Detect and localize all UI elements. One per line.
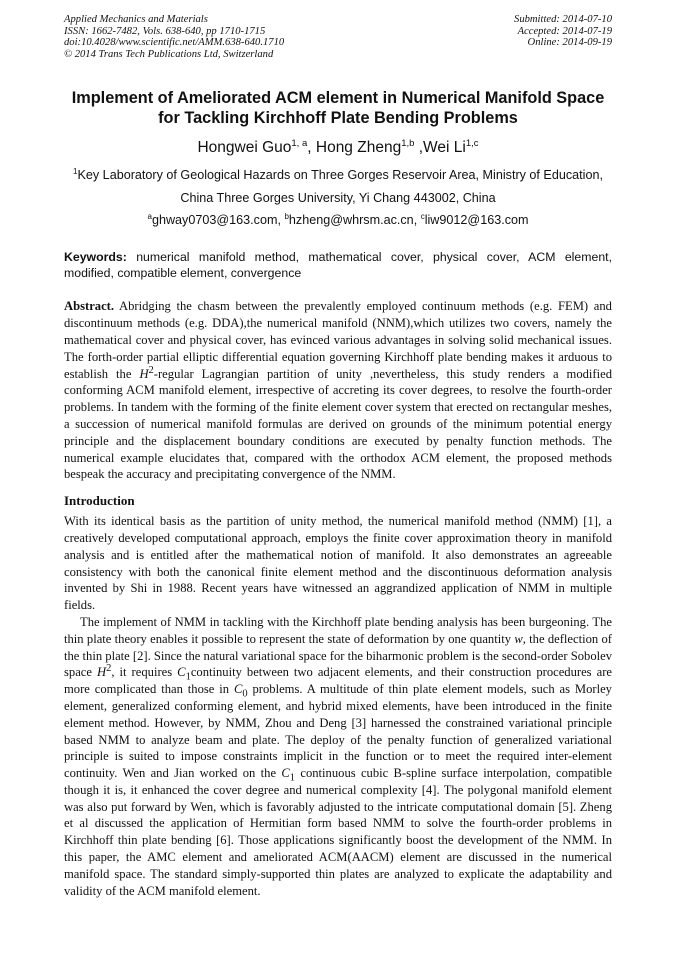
paragraph-text: , it requires — [111, 665, 173, 680]
submitted-date: Submitted: 2014-07-10 — [514, 14, 612, 25]
math-subscript: 0 — [242, 688, 248, 700]
doi-line: doi:10.4028/www.scientific.net/AMM.638-640.1710 — [64, 37, 285, 49]
abstract-text: -regular Lagrangian partition of unity ,nevertheless, this study renders a modified conforming ACM manifold element, irrespective of accreting its cover degrees, to resolve the fourth-order problems. In tandem with the forming of the finite element cover system that erected on rectangular meshes, a succession of numerical manifold formulas are derived on grounds of the minimum potential energy principle and the displacement boundary conditions are executed by penalty function methods. The numerical example elucidates that, compared with the orthodox ACM element, the proposed methods bespeak the accuracy and precipitating convergence of the NMM. — [64, 366, 613, 482]
affiliation-mark: 1 — [73, 167, 78, 177]
author-affil-mark: 1,b — [401, 138, 415, 150]
abstract — [64, 298, 612, 483]
math-symbol: C — [233, 682, 243, 697]
email-address[interactable]: ghway0703@163.com — [151, 213, 278, 228]
journal-info — [64, 14, 284, 60]
keywords — [64, 249, 612, 281]
keywords-label: Keywords: — [64, 250, 127, 265]
math-symbol: w — [514, 631, 523, 646]
author-affil-mark: 1,c — [465, 138, 479, 150]
email-mark: b — [284, 212, 289, 222]
journal-name: Applied Mechanics and Materials — [64, 14, 208, 25]
math-symbol: H — [139, 366, 149, 381]
math-superscript: 2 — [148, 364, 154, 376]
online-date: Online: 2014-09-19 — [527, 37, 612, 49]
email-address[interactable]: liw9012@163.com — [424, 213, 529, 228]
email-list: $^a$ghway0703@163.com, $^b$hzheng@whrsm.ac.cn, $^c$liw9012@163.com — [147, 212, 529, 228]
math-symbol: H — [97, 665, 107, 680]
email-mark: a — [147, 212, 152, 222]
affiliation-text: Key Laboratory of Geological Hazards on Three Gorges Reservoir Area, Ministry of Education, — [77, 168, 603, 183]
section-heading-introduction: Introduction — [64, 493, 135, 509]
math-superscript: 2 — [106, 663, 112, 675]
affiliation-line-2: China Three Gorges University, Yi Chang 443002, China — [180, 191, 496, 206]
author-name: Hong Zheng — [315, 139, 402, 157]
math-subscript: 1 — [289, 772, 296, 784]
author-affil-mark: 1, a — [291, 138, 308, 150]
abstract-label: Abstract. — [64, 299, 115, 314]
email-mark: c — [420, 212, 425, 222]
author-name: Wei Li — [423, 139, 466, 157]
intro-paragraph-2 — [64, 614, 612, 900]
intro-paragraph-1: With its identical basis as the partition of unity method, the numerical manifold method (NMM) [1], a creatively developed computational approach, employs the finite cover approximation theory in manifold analysis and is entitled after the mathematical notion of manifold. It also demonstrates an agreeable consistency with both the canonical finite element method and the discontinuous deformation analysis invented by Shi in 1988. Recent years have witnessed an aggrandized application of NMM in multiple fields. — [64, 514, 612, 613]
submission-dates — [514, 14, 612, 60]
paper-title: Implement of Ameliorated ACM element in Numerical Manifold Space for Tackling Kirchhoff Plate Bending Problems — [71, 89, 605, 128]
paragraph-text: The implement of NMM in tackling with the Kirchhoff plate bending analysis has been burgeoning. The thin plate theory enables it possible to represent the state of deformation by one quantity — [64, 614, 612, 646]
paragraph-text: problems. A multitude of thin plate element models, such as Morley element, generalized conforming element, and hybrid mixed elements, have been introduced in the finite element method. However, by NMM, Zhou and Deng [3] harnessed the constrained variational principle based NMM to analyze beam and plate. The deploy of the penalty function of generalized variational principle is suited to impose constraints implicit in the function or to meet the required inter-element continuity. Wen and Jian worked on the — [64, 682, 612, 781]
math-subscript: 1 — [185, 671, 191, 683]
author-name: Hongwei Guo — [197, 139, 292, 157]
math-symbol: C — [177, 665, 186, 680]
affiliation — [64, 164, 612, 210]
email-address[interactable]: hzheng@whrsm.ac.cn — [288, 213, 414, 228]
accepted-date: Accepted: 2014-07-19 — [517, 25, 612, 37]
issn-line: ISSN: 1662-7482, Vols. 638-640, pp 1710-1715 — [64, 25, 266, 37]
abstract-text: Abridging the chasm between the prevalently employed continuum methods (e.g. FEM) and discontinuum methods (e.g. DDA),the numerical manifold (NNM),which utilizes two covers, namely the mathematical cover and physical cover, has evinced various advantages in solving solid mechanical issues. The forth-order partial elliptic differential equation governing Kirchhoff plate bending makes it arduous to establish the — [64, 299, 612, 381]
paragraph-text: continuous cubic B-spline surface interpolation, compatible though it is, it enhanced the cover degree and numerical complexity [4]. The polygonal manifold element was also put forward by Wen, which is favorably adjusted to the intricate computational domain [5]. Zheng et al discussed the application of Hermitian form based NMM to solve the fourth-order problems in Kirchhoff thin plate bending [6]. Those applications significantly boost the development of the NMM. In this paper, the AMC element and ameliorated ACM(AACM) element are discussed in the numerical manifold space. The standard simply-supported thin plates are analyzed to explicate the adaptability and validity of the ACM manifold element. — [64, 766, 612, 898]
copyright-line: © 2014 Trans Tech Publications Ltd, Switzerland — [64, 48, 274, 60]
keywords-text: numerical manifold method, mathematical cover, physical cover, ACM element, modified, compatible element, convergence — [64, 250, 612, 281]
paragraph-text: continuity between two adjacent elements, and their construction procedures are more complicated than those in — [64, 665, 612, 697]
math-symbol: C — [281, 766, 290, 781]
paragraph-text: , the deflection of the thin plate [2]. Since the natural variational space for the biharmonic problem is the second-order Sobolev space — [64, 631, 613, 680]
publication-header — [64, 14, 612, 60]
affiliation-line-1 — [64, 164, 612, 187]
author-list: Hongwei Guo$^{1, a}$, Hong Zheng$^{1,b}$ ,Wei Li$^{1,c}$ — [197, 138, 479, 157]
